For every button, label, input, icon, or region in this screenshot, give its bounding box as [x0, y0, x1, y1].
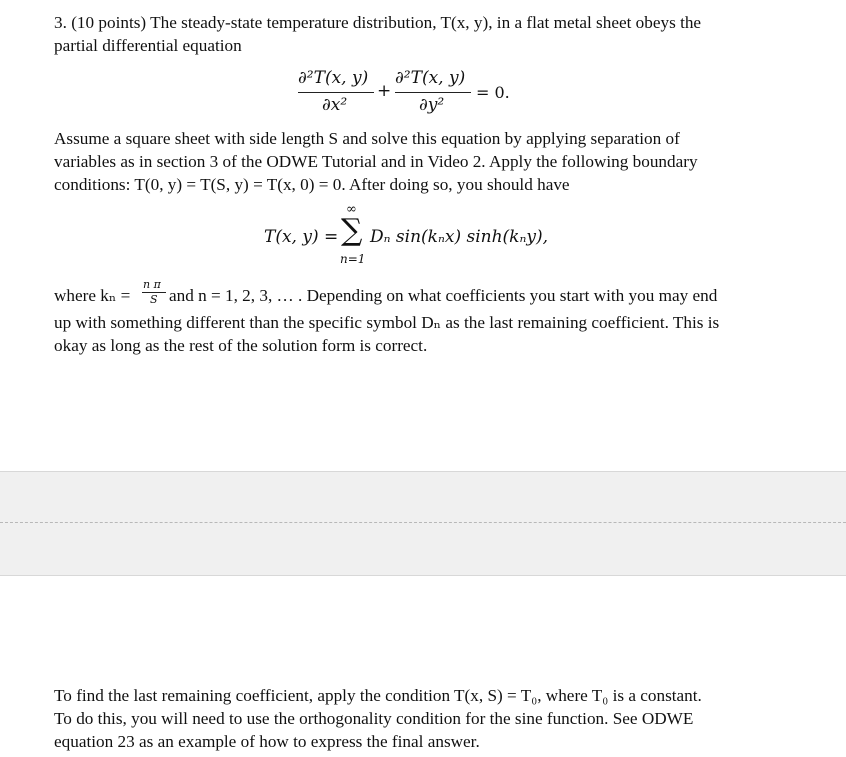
- where-lines-rest: [54, 311, 814, 357]
- section-divider-band: [0, 471, 846, 576]
- pde-term1-numerator: ∂²T(x, y): [298, 68, 369, 88]
- where-line1-post: and n = 1, 2, 3, … . Depending on what coefficients you start with you may end: [169, 286, 718, 305]
- kn-numerator: n π: [143, 278, 161, 291]
- kn-denominator: S: [150, 293, 158, 306]
- final-line2: To do this, you will need to use the orthogonality condition for the sine function. See ODWE: [54, 709, 694, 728]
- pde-term1-fraction-bar: [298, 92, 374, 93]
- assume-line1: Assume a square sheet with side length S and solve this equation by applying separation of: [54, 129, 680, 148]
- series-lower-limit: n=1: [340, 252, 366, 266]
- assume-line2: variables as in section 3 of the ODWE Tutorial and in Video 2. Apply the following boundary: [54, 152, 698, 171]
- assume-line3: conditions: T(0, y) = T(S, y) = T(x, 0) = 0. After doing so, you should have: [54, 175, 570, 194]
- final-line3: equation 23 as an example of how to express the final answer.: [54, 732, 480, 751]
- pde-plus-sign: +: [377, 81, 392, 101]
- problem-statement: [54, 11, 814, 57]
- where-line1-pre: where kₙ =: [54, 286, 131, 305]
- dashed-divider: [0, 522, 846, 523]
- pde-term2-fraction-bar: [395, 92, 471, 93]
- final-line1: To find the last remaining coefficient, apply the condition T(x, S) = T₀, where T₀ is a constant.: [54, 686, 702, 705]
- where-line2: up with something different than the specific symbol Dₙ as the last remaining coefficient. This is: [54, 313, 720, 332]
- pde-term1-denominator: ∂x²: [322, 95, 348, 115]
- assume-paragraph: [54, 127, 814, 196]
- problem-header-line2: partial differential equation: [54, 36, 242, 55]
- pde-term2-denominator: ∂y²: [419, 95, 445, 115]
- pde-rhs: = 0.: [476, 83, 510, 102]
- series-lhs: T(x, y) =: [264, 227, 339, 247]
- where-line3: okay as long as the rest of the solution form is correct.: [54, 336, 428, 355]
- problem-header-line1: 3. (10 points) The steady-state temperature distribution, T(x, y), in a flat metal sheet obeys the: [54, 13, 702, 32]
- pde-term2-numerator: ∂²T(x, y): [395, 68, 466, 88]
- series-upper-limit: ∞: [346, 202, 357, 217]
- series-sigma: ∑: [341, 213, 363, 248]
- series-body: Dₙ sin(kₙx) sinh(kₙy),: [370, 227, 549, 247]
- final-paragraph: [54, 684, 814, 753]
